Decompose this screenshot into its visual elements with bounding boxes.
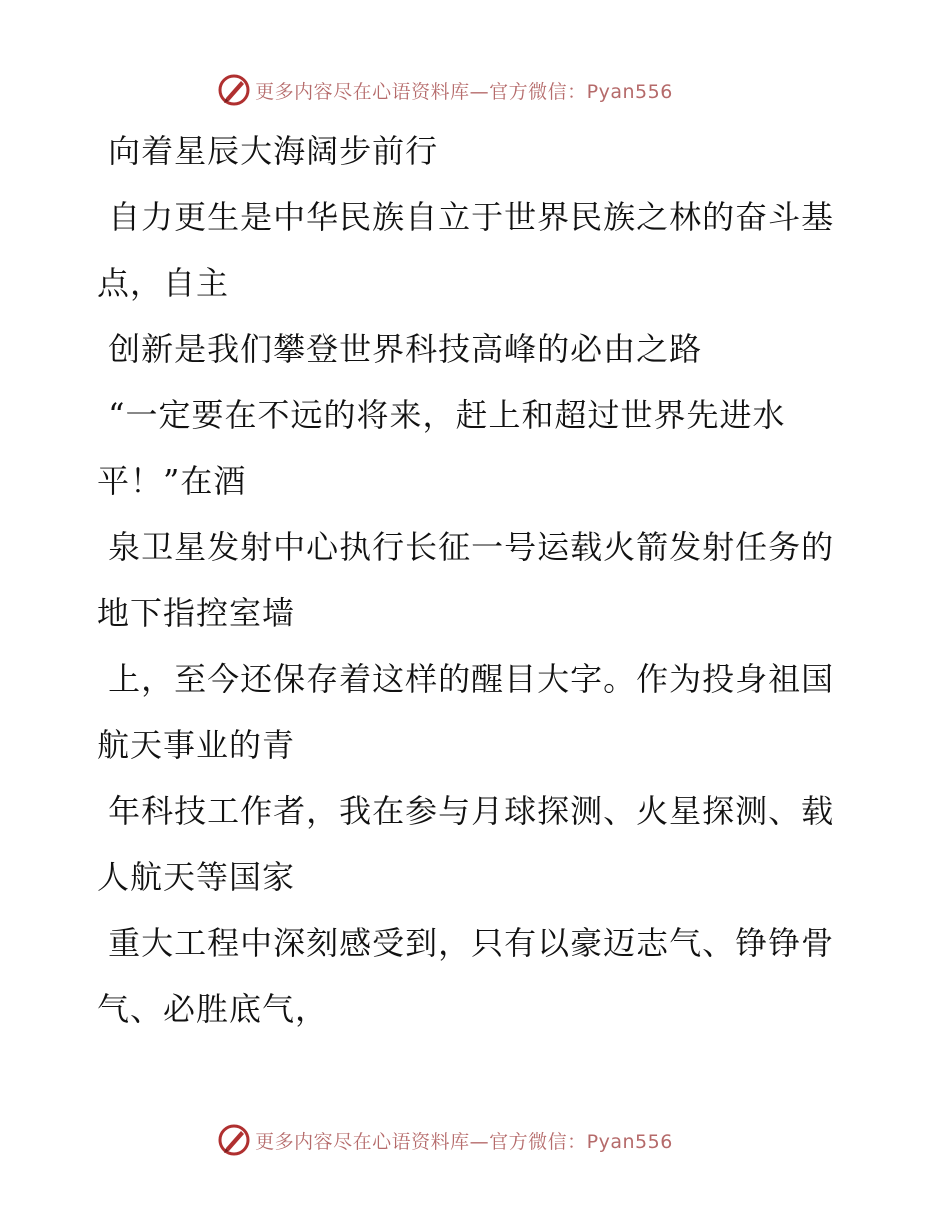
- paragraph: 上，至今还保存着这样的醒目大字。作为投身祖国航天事业的青: [97, 660, 835, 764]
- paragraph: “一定要在不远的将来，赶上和超过世界先进水平！”在酒: [97, 396, 786, 500]
- pen-logo-icon: [217, 73, 251, 107]
- watermark-text: 更多内容尽在心语资料库—官方微信：Pyan556: [255, 1130, 673, 1153]
- header-watermark: [0, 70, 950, 110]
- paragraph: 年科技工作者，我在参与月球探测、火星探测、载人航天等国家: [97, 792, 835, 896]
- watermark-text: 更多内容尽在心语资料库—官方微信：Pyan556: [255, 80, 673, 103]
- paragraph: 自力更生是中华民族自立于世界民族之林的奋斗基点，自主: [97, 198, 835, 302]
- paragraph: 重大工程中深刻感受到，只有以豪迈志气、铮铮骨气、必胜底气，: [97, 924, 835, 1028]
- footer-watermark: [0, 1120, 950, 1160]
- document-body: [97, 118, 837, 1042]
- pen-logo-icon: [217, 1123, 251, 1157]
- paragraph: 创新是我们攀登世界科技高峰的必由之路: [97, 330, 703, 368]
- paragraph: 泉卫星发射中心执行长征一号运载火箭发射任务的地下指控室墙: [97, 528, 835, 632]
- paragraph: 向着星辰大海阔步前行: [97, 132, 439, 170]
